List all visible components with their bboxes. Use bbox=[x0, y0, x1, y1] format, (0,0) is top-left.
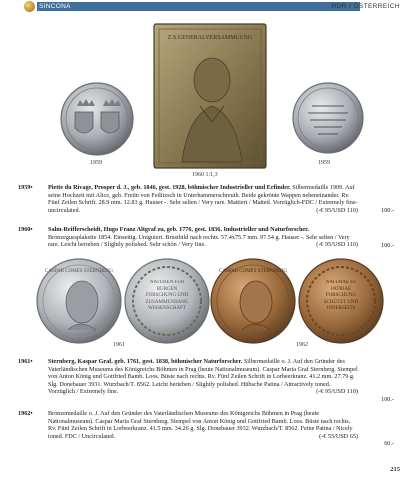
medal-1961-reverse-image bbox=[124, 258, 210, 344]
caption-1960: 1960 1:1,3 bbox=[192, 172, 218, 178]
lot-body: Silbermedaille o. J. Auf den Gründer des Vaterländischen Museums des Königreichs Böhmen in Prag (heute Nationalmuseum). Caspar Maria Graf Sternberg. Stempel von Anton König und Gottfried Bamb. Loos. Büste nach rechts. Rv. Fünf Zeilen Schrift in Lorbeerkranz. 41.2 mm. 27.79 g. Slg. Donebauer 3931. Wurzbach/T. 8562. Leicht berieben / Slightly polished. Hübsche Patina / Attractively toned. Vorzüglich / Extremely fine. bbox=[48, 358, 358, 396]
lot-body: Bronzemedaille o. J. Auf den Gründer des Vaterländischen Museums des Königreichs Böhmen in Prag (heute Nationalmuseum). Caspar Maria Graf Sternberg. Stempel von Anton König und Gottfried Bamb. Loos. Büste nach rechts. Rv. Fünf Zeilen Schrift in Lorbeerkranz. 41.5 mm. 34.26 g. Slg. Donebauer 3932. Wurzbach/T. 8562. Feine Patina / Nicely toned. FDC / Uncirculated. bbox=[48, 410, 353, 440]
lot-description bbox=[48, 184, 358, 214]
lot-estimate: (-€ 95/USD 110) bbox=[316, 241, 358, 249]
lot-title: Sternberg, Kaspar Graf, geb. 1761, gest. 1838, böhmischer Naturforscher. bbox=[48, 358, 243, 365]
lot-number: 1962• bbox=[18, 410, 33, 417]
lot-price: 60.- bbox=[384, 440, 394, 447]
lot-entry-1959 bbox=[18, 184, 402, 214]
coin-rim-text: CASPAR COMES STERNBERG bbox=[219, 269, 287, 274]
lot-title: Piette du Rivage, Prosper d. J., geb. 1846, gest. 1928, böhmischer Industrieller und Erfinder. bbox=[48, 184, 291, 191]
coin-reverse-text: NATURAE ET PATRIAE FORSCHUNG SCHÜTZT UND INNERSEITS bbox=[323, 280, 359, 311]
medal-1959-reverse-image bbox=[292, 82, 364, 154]
coin-rim-text: CASPAR COMES STERNBERG bbox=[45, 269, 113, 274]
lot-estimate: (-€ 55/USD 65) bbox=[319, 432, 358, 440]
medal-1961-obverse-image bbox=[36, 258, 122, 344]
lot-estimate: (-€ 95/USD 110) bbox=[316, 388, 358, 396]
lot-entry-1961 bbox=[18, 358, 402, 402]
medal-1962-reverse-image bbox=[298, 258, 384, 344]
plaque-inscription: Z.S.GENERALVERSAMMLUNG bbox=[167, 35, 253, 41]
lot-entry-1960 bbox=[18, 226, 402, 250]
caption-1959-left: 1959 bbox=[90, 160, 102, 166]
page-number: 215 bbox=[390, 466, 400, 473]
caption-1959-right: 1959 bbox=[318, 160, 330, 166]
lot-price: 100.- bbox=[381, 396, 394, 403]
lot-body: Silbermedaille 1909. Auf seine Hochzeit mit Alice, geb. Freiin von Feilitzsch in Unterhammerschreuth. Beide gekrönte Wappen nebeneinander. Rv. Fünf Zeilen Schrift. 28.9 mm. 12.83 g. Hauser -. Sehr selten / Very rare. Mattiert / Matted. Vorzüglich-FDC / Extremely fine-uncirculated. bbox=[48, 184, 358, 214]
plaque-1960-image bbox=[152, 22, 268, 170]
lot-estimate: (-€ 95/USD 110) bbox=[316, 206, 358, 214]
lot-entry-1962 bbox=[18, 410, 402, 450]
caption-1962: 1962 bbox=[296, 342, 308, 348]
lot-body: Bronzegussplakette 1854. Einseitig. Uniguiert. Brustbild nach rechts. 57.4x75.7 mm. 97.54 g. Hauser -. Sehr selten / Very rare. Leicht berieben / Slightly polished. Sehr schön / Very fine. bbox=[48, 233, 350, 249]
section-title: RDR / ÖSTERREICH bbox=[331, 3, 400, 10]
lot-number: 1960• bbox=[18, 226, 33, 233]
lot-title: Salm-Reifferscheidt, Hugo Franz Altgraf zu, geb. 1776, gest. 1836, Industrieller und Naturforscher. bbox=[48, 226, 309, 233]
lot-description bbox=[48, 410, 358, 440]
brand-name: SINCONA bbox=[39, 3, 71, 10]
lot-description bbox=[48, 358, 358, 396]
coin-logo-icon bbox=[24, 1, 35, 12]
caption-1961: 1961 bbox=[113, 342, 125, 348]
lot-number: 1959• bbox=[18, 184, 33, 191]
lot-number: 1961• bbox=[18, 358, 33, 365]
brand-bar bbox=[37, 2, 360, 11]
medal-1962-obverse-image bbox=[210, 258, 296, 344]
medal-1959-obverse-image bbox=[60, 82, 134, 156]
lot-price: 100.- bbox=[381, 242, 394, 249]
coin-reverse-text: NATUREN FÜR BURGEN FORSCHUNG UND ZUSAMMENHANG WISSENSCHAFT bbox=[145, 280, 189, 311]
lot-description bbox=[48, 226, 358, 249]
page-header bbox=[0, 0, 418, 14]
lot-price: 100.- bbox=[381, 207, 394, 214]
